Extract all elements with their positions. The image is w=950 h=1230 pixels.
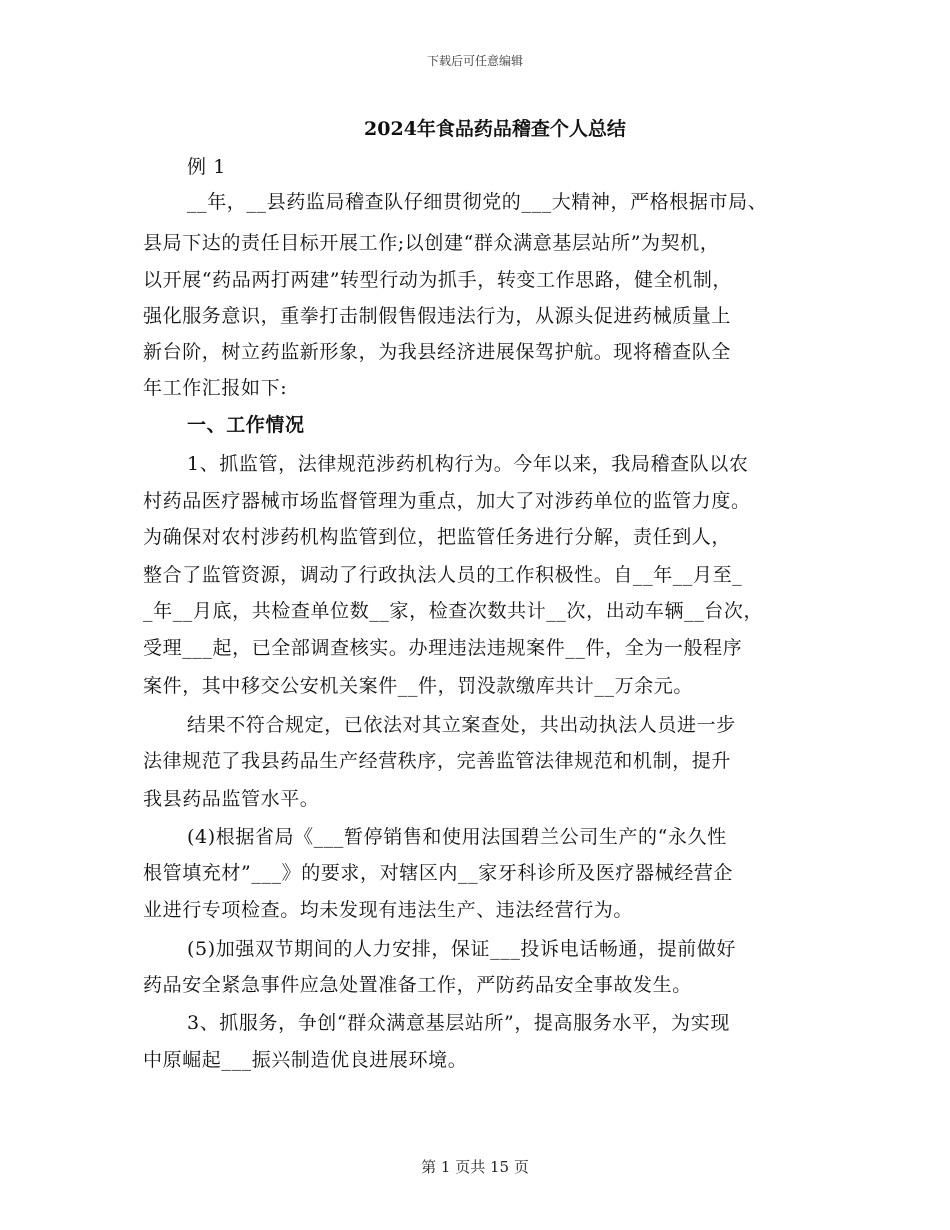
body-line: 以开展“药品两打两建”转型行动为抓手，转变工作思路，健全机制， [143, 269, 733, 291]
body-line: 受理___起，已全部调查核实。办理违法违规案件__件，全为一般程序 [143, 637, 743, 659]
body-line: 案件，其中移交公安机关案件__件，罚没款缴库共计__万余元。 [143, 675, 694, 697]
body-line: 结果不符合规定，已依法对其立案查处，共出动执法人员进一步 [187, 714, 736, 736]
body-line: (4)根据省局《___暂停销售和使用法国碧兰公司生产的“永久性 [187, 826, 727, 848]
body-line: 中原崛起___振兴制造优良进展环境。 [143, 1049, 468, 1071]
body-line: 3、抓服务，争创“群众满意基层站所”，提高服务水平，为实现 [187, 1012, 730, 1034]
body-line: _年__月底，共检查单位数__家，检查次数共计__次，出动车辆__台次， [143, 600, 764, 622]
body-line: 整合了监管资源，调动了行政执法人员的工作积极性。自__年__月至_ [143, 564, 743, 586]
body-line: 新台阶，树立药监新形象，为我县经济进展保驾护航。现将稽查队全 [143, 341, 732, 363]
body-line: 村药品医疗器械市场监督管理为重点，加大了对涉药单位的监管力度。 [143, 490, 751, 512]
body-line: 药品安全紧急事件应急处置准备工作，严防药品安全事故发生。 [143, 974, 692, 996]
body-line: __年，__县药监局稽查队仔细贯彻党的___大精神，严格根据市局、 [187, 191, 768, 213]
body-line: 法律规范了我县药品生产经营秩序，完善监管法律规范和机制，提升 [143, 750, 732, 772]
body-line: 为确保对农村涉药机构监管到位，把监管任务进行分解，责任到人， [143, 526, 732, 548]
body-line: 我县药品监管水平。 [143, 788, 320, 810]
body-line: 根管填充材”___》的要求，对辖区内__家牙科诊所及医疗器械经营企 [143, 862, 734, 884]
paragraph-label: 例 1 [187, 156, 226, 178]
section-heading: 一、工作情况 [187, 414, 305, 436]
document-title: 2024年食品药品稽查个人总结 [364, 118, 626, 140]
body-line: 业进行专项检查。均未发现有违法生产、违法经营行为。 [143, 899, 634, 921]
body-line: 强化服务意识，重拳打击制假售假违法行为，从源头促进药械质量上 [143, 305, 732, 327]
page-header-note: 下载后可任意编辑 [426, 54, 523, 68]
page-footer-number: 第 1 页共 15 页 [421, 1158, 529, 1176]
body-line: 年工作汇报如下: [143, 377, 288, 399]
body-line: (5)加强双节期间的人力安排，保证___投诉电话畅通，提前做好 [187, 938, 737, 960]
body-line: 1、抓监管，法律规范涉药机构行为。今年以来，我局稽查队以农 [187, 453, 749, 475]
body-line: 县局下达的责任目标开展工作;以创建“群众满意基层站所”为契机， [143, 232, 720, 254]
